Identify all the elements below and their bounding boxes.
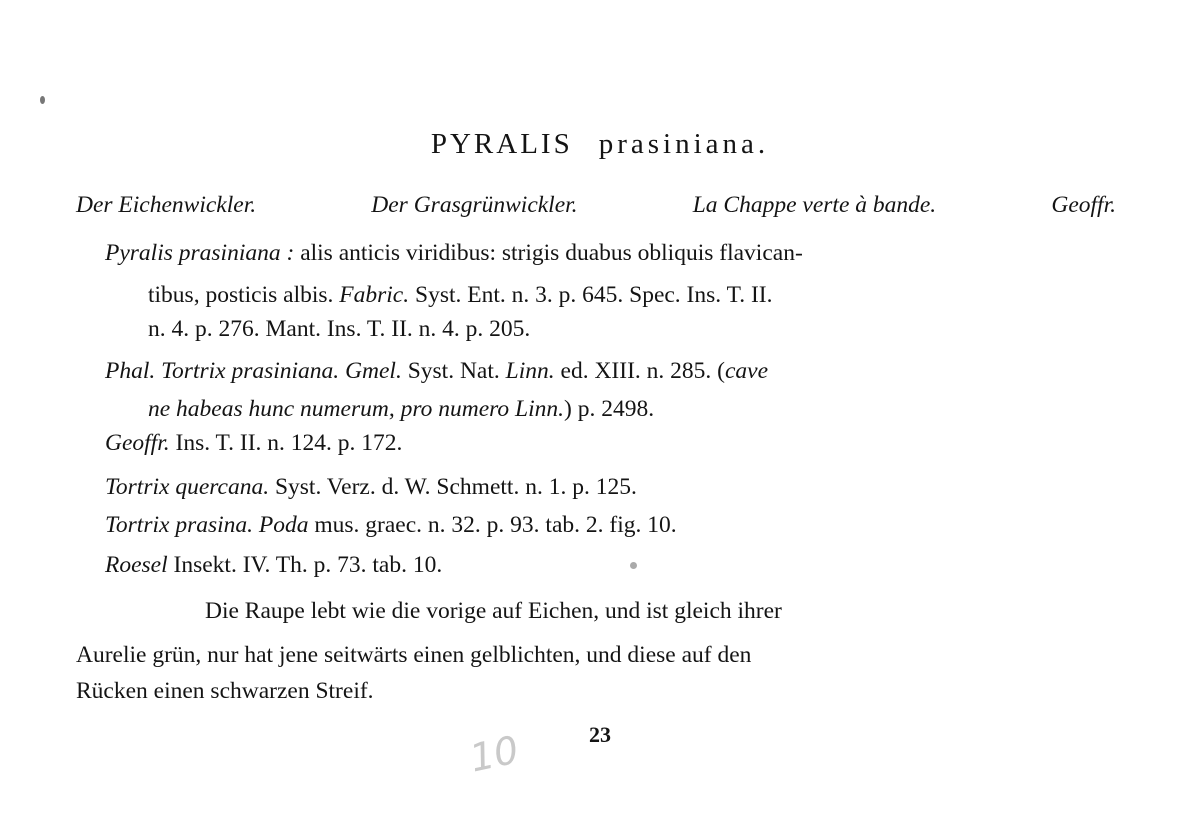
- synonymy-line-3: [148, 314, 530, 344]
- entry-segment: Tortrix quercana.: [105, 474, 270, 500]
- entry-segment: Poda: [258, 512, 309, 538]
- ink-speck: [40, 96, 45, 104]
- common-name-4: Geoffr.: [1051, 192, 1116, 218]
- entry-segment: tibus, posticis albis.: [148, 282, 340, 308]
- common-names-line: [76, 190, 1116, 220]
- title-genus: PYRALIS: [430, 128, 573, 160]
- entry-segment: Linn.: [505, 358, 555, 384]
- entry-segment: Syst. Nat.: [401, 358, 506, 384]
- synonymy-line-5: [148, 394, 654, 424]
- entry-segment: ne habeas hunc numerum, pro numero Linn.: [148, 396, 565, 422]
- common-name-3: La Chappe verte à bande.: [692, 192, 937, 218]
- pencil-annotation: 10: [465, 727, 523, 781]
- common-name-1: Der Eichenwickler.: [76, 192, 257, 218]
- entry-segment: Geoffr.: [105, 430, 170, 456]
- entry-segment: Syst. Ent. n. 3. p. 645. Spec. Ins. T. II.: [409, 282, 773, 308]
- synonymy-line-4: [105, 356, 768, 386]
- common-name-2: Der Grasgrünwickler.: [371, 192, 578, 218]
- synonymy-line-9: [105, 550, 442, 580]
- entry-segment: alis anticis viridibus: strigis duabus obliquis flavican-: [294, 240, 803, 266]
- entry-segment: Syst. Verz. d. W. Schmett. n. 1. p. 125.: [269, 474, 637, 500]
- ink-speck: [630, 562, 637, 569]
- entry-segment: Phal. Tortrix prasiniana.: [105, 358, 340, 384]
- entry-segment: ) p. 2498.: [564, 396, 655, 422]
- page-number: 23: [589, 722, 611, 747]
- page-title: [0, 128, 1200, 161]
- title-species: prasiniana.: [598, 128, 770, 160]
- description-line-3: Rücken einen schwarzen Streif.: [76, 678, 374, 704]
- entry-segment: cave: [724, 358, 769, 384]
- entry-segment: Fabric.: [339, 282, 410, 308]
- entry-segment: n. 4. p. 276. Mant. Ins. T. II. n. 4. p. 205.: [148, 316, 531, 342]
- description-line-2: Aurelie grün, nur hat jene seitwärts einen gelblichten, und diese auf den: [76, 642, 752, 668]
- entry-segment: mus. graec. n. 32. p. 93. tab. 2. fig. 10.: [308, 512, 677, 538]
- synonymy-line-8: [105, 510, 677, 540]
- synonymy-line-6: [105, 428, 402, 458]
- entry-segment: Roesel: [105, 552, 168, 578]
- synonymy-line-1: [105, 238, 803, 268]
- entry-segment: ed. XIII. n. 285. (: [554, 358, 725, 384]
- synonymy-line-2: [148, 280, 773, 310]
- entry-segment: Ins. T. II. n. 124. p. 172.: [169, 430, 403, 456]
- entry-segment: Pyralis prasiniana :: [105, 240, 295, 266]
- entry-segment: Tortrix prasina.: [105, 512, 254, 538]
- entry-segment: Insekt. IV. Th. p. 73. tab. 10.: [167, 552, 443, 578]
- description-line-1: Die Raupe lebt wie die vorige auf Eichen, und ist gleich ihrer: [205, 598, 782, 624]
- entry-segment: Gmel.: [345, 358, 402, 384]
- synonymy-line-7: [105, 472, 637, 502]
